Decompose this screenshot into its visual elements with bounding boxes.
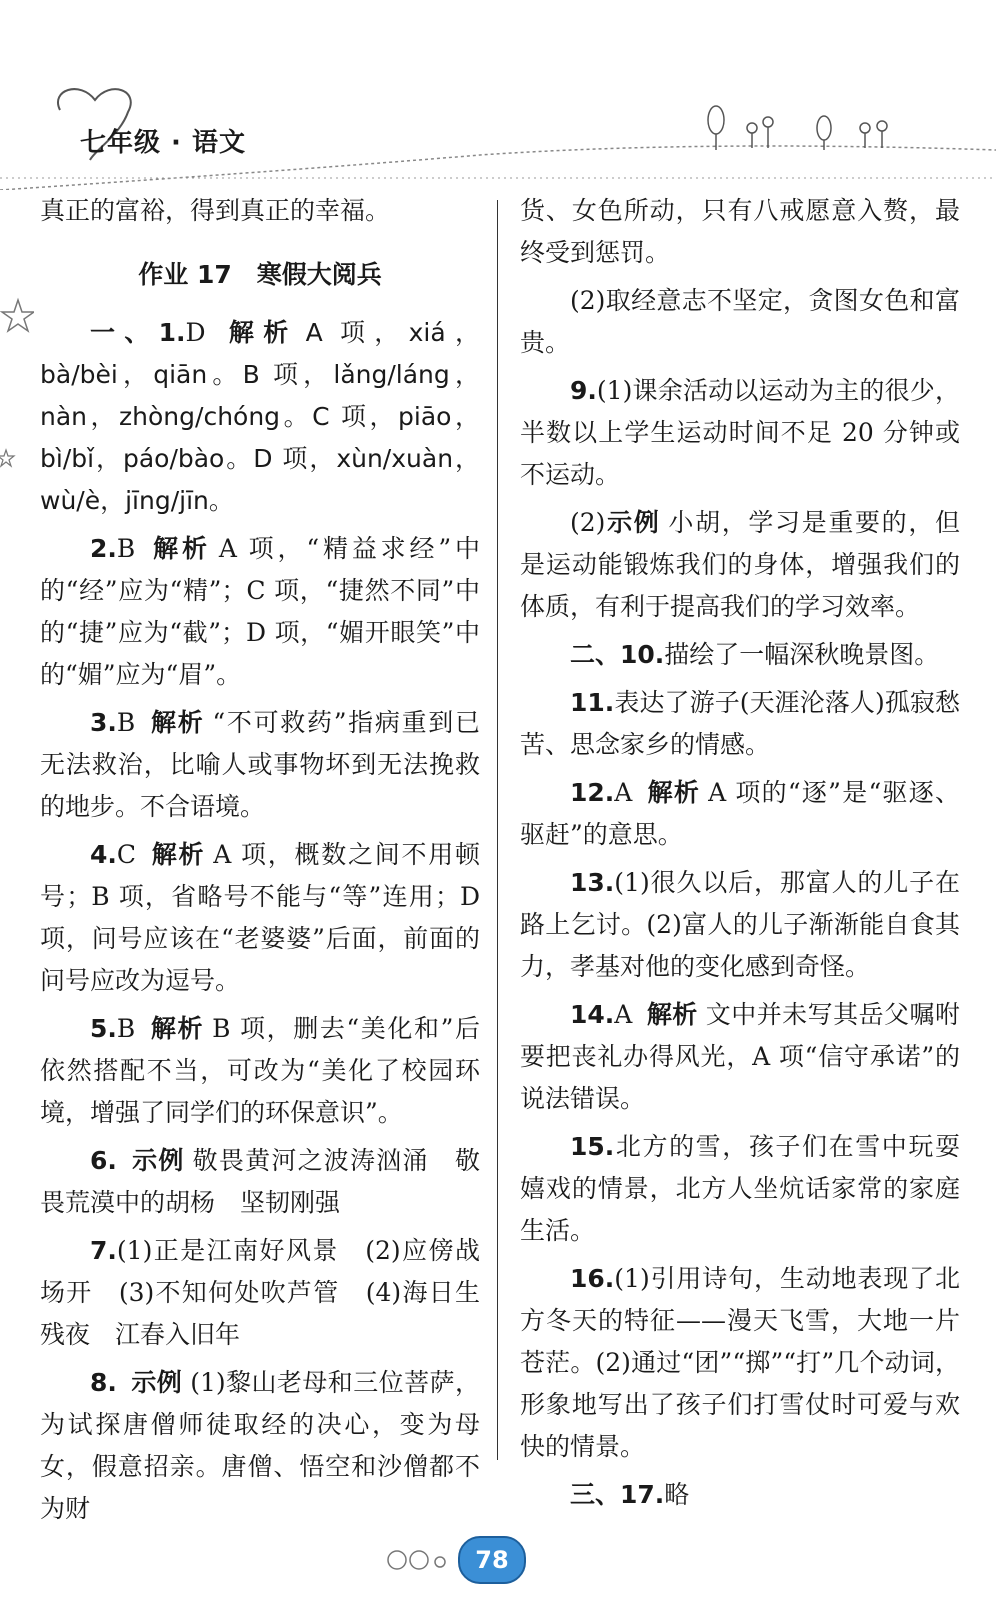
answer-number: 3. bbox=[90, 708, 117, 737]
analysis-label: 解析 bbox=[219, 318, 298, 347]
answer-9-part2 bbox=[520, 502, 960, 628]
answer-number: 12. bbox=[570, 778, 615, 807]
answer-choice: B bbox=[116, 534, 136, 563]
answer-number: 5. bbox=[90, 1014, 117, 1043]
right-continuation: 货、女色所动，只有八戒愿意入赘，最终受到惩罚。 bbox=[520, 196, 960, 267]
answer-text: (1)课余活动以运动为主的很少，半数以上学生运动时间不足 20 分钟或不运动。 bbox=[520, 376, 960, 489]
analysis-label: 解析 bbox=[646, 778, 701, 807]
answer-text: 北方的雪，孩子们在雪中玩耍嬉戏的情景，北方人坐炕话家常的家庭生活。 bbox=[520, 1132, 960, 1245]
answer-text: (1)引用诗句，生动地表现了北方冬天的特征——漫天飞雪，大地一片苍茫。(2)通过“团”“掷”“打”几个动词，形象地写出了孩子们打雪仗时可爱与欢快的情景。 bbox=[520, 1264, 960, 1461]
answer-number: 14. bbox=[570, 1000, 615, 1029]
analysis-label: 解析 bbox=[149, 708, 205, 737]
page-header bbox=[0, 0, 996, 190]
answer-10 bbox=[520, 634, 960, 676]
answer-number: 16. bbox=[570, 1264, 615, 1293]
answer-text: (1)很久以后，那富人的儿子在路上乞讨。(2)富人的儿子渐渐能自食其力，孝基对他的变化感到奇怪。 bbox=[520, 868, 960, 981]
answer-8-part2: (2)取经意志不坚定，贪图女色和富贵。 bbox=[520, 286, 960, 357]
left-column bbox=[40, 190, 480, 1530]
answer-17 bbox=[520, 1474, 960, 1516]
answer-16 bbox=[520, 1258, 960, 1468]
answer-3 bbox=[40, 702, 480, 828]
answer-text: 敬畏黄河之波涛汹涌 敬畏荒漠中的胡杨 坚韧刚强 bbox=[40, 1146, 480, 1217]
answer-prefix: (2) bbox=[570, 508, 606, 537]
header-title: 七年级 · 语文 bbox=[80, 128, 246, 158]
answer-text: A 项，概数之间不用顿号；B 项，省略号不能与“等”连用；D 项，问号应该在“老婆婆”后面，前面的问号应改为逗号。 bbox=[40, 840, 480, 995]
answer-number: 11. bbox=[570, 688, 615, 717]
answer-4 bbox=[40, 834, 480, 1002]
page-number: 78 bbox=[458, 1536, 526, 1584]
answer-number: 13. bbox=[570, 868, 615, 897]
answer-8 bbox=[40, 1362, 480, 1530]
answer-number: 二、10. bbox=[570, 640, 665, 669]
answer-number: 2. bbox=[90, 534, 117, 563]
answer-choice: C bbox=[116, 840, 137, 869]
left-continuation: 真正的富裕，得到真正的幸福。 bbox=[40, 196, 391, 225]
answer-text: (1)正是江南好风景 (2)应傍战场开 (3)不知何处吹芦管 (4)海日生残夜 江春入旧年 bbox=[40, 1236, 480, 1349]
answer-text: “不可救药”指病重到已无法救治，比喻人或事物坏到无法挽救的地步。不合语境。 bbox=[40, 708, 480, 821]
analysis-label: 解析 bbox=[150, 840, 206, 869]
example-label: 示例 bbox=[605, 508, 661, 537]
answer-text: 表达了游子(天涯沦落人)孤寂愁苦、思念家乡的情感。 bbox=[520, 688, 960, 759]
answer-text: (1)黎山老母和三位菩萨，为试探唐僧师徒取经的决心，变为母女，假意招亲。唐僧、悟空和沙僧都不为财 bbox=[40, 1368, 480, 1523]
header-decoration bbox=[0, 0, 996, 190]
answer-5 bbox=[40, 1008, 480, 1134]
answer-15 bbox=[520, 1126, 960, 1252]
answer-choice: A bbox=[614, 778, 633, 807]
footer-circles-decoration bbox=[385, 1549, 455, 1571]
answer-number: 三、17. bbox=[570, 1480, 665, 1509]
analysis-label: 解析 bbox=[149, 1014, 205, 1043]
answer-number: 15. bbox=[570, 1132, 615, 1161]
answer-number: 7. bbox=[90, 1236, 117, 1265]
answer-1 bbox=[40, 312, 480, 522]
answer-text: A 项，“精益求经”中的“经”应为“精”；C 项，“捷然不同”中的“捷”应为“截”；D 项，“媚开眼笑”中的“媚”应为“眉”。 bbox=[40, 534, 480, 689]
answer-13 bbox=[520, 862, 960, 988]
answer-text: B 项，删去“美化和”后依然搭配不当，可改为“美化了校园环境，增强了同学们的环保意识”。 bbox=[40, 1014, 480, 1127]
answer-choice: D bbox=[185, 318, 206, 347]
answer-text: 小胡，学习是重要的，但是运动能锻炼我们的身体，增强我们的体质，有利于提高我们的学习效率。 bbox=[520, 508, 960, 621]
answer-9 bbox=[520, 370, 960, 496]
answer-number: 4. bbox=[90, 840, 117, 869]
analysis-label: 解析 bbox=[149, 534, 211, 563]
answer-12 bbox=[520, 772, 960, 856]
answer-text: 文中并未写其岳父嘱咐要把丧礼办得风光，A 项“信守承诺”的说法错误。 bbox=[520, 1000, 960, 1113]
star-decoration-icon bbox=[0, 290, 34, 490]
answer-choice: B bbox=[116, 1014, 136, 1043]
answer-number: 9. bbox=[570, 376, 597, 405]
section-title: 作业 17 寒假大阅兵 bbox=[138, 260, 382, 289]
answer-number: 8. bbox=[90, 1368, 117, 1397]
answer-text: A 项，xiá，bà/bèi，qiān。B 项，lǎng/láng，nàn，zhòng/chóng。C 项，piāo，bì/bǐ，páo/bào。D 项，xùn/xuàn，wù/è，jīng/jīn。 bbox=[40, 318, 480, 515]
answer-choice: B bbox=[116, 708, 136, 737]
answer-text: 略 bbox=[664, 1480, 690, 1509]
answer-choice: A bbox=[614, 1000, 633, 1029]
example-label: 示例 bbox=[130, 1368, 183, 1397]
answer-text: A 项的“逐”是“驱逐、驱赶”的意思。 bbox=[520, 778, 960, 849]
answer-number: 一、1. bbox=[90, 318, 186, 347]
answer-6 bbox=[40, 1140, 480, 1224]
answer-2 bbox=[40, 528, 480, 696]
example-label: 示例 bbox=[130, 1146, 185, 1175]
answer-text: 描绘了一幅深秋晚景图。 bbox=[664, 640, 940, 669]
analysis-label: 解析 bbox=[646, 1000, 698, 1029]
column-divider bbox=[497, 200, 498, 1460]
answer-7 bbox=[40, 1230, 480, 1356]
answer-number: 6. bbox=[90, 1146, 117, 1175]
answer-14 bbox=[520, 994, 960, 1120]
answer-11 bbox=[520, 682, 960, 766]
right-column bbox=[520, 190, 960, 1516]
